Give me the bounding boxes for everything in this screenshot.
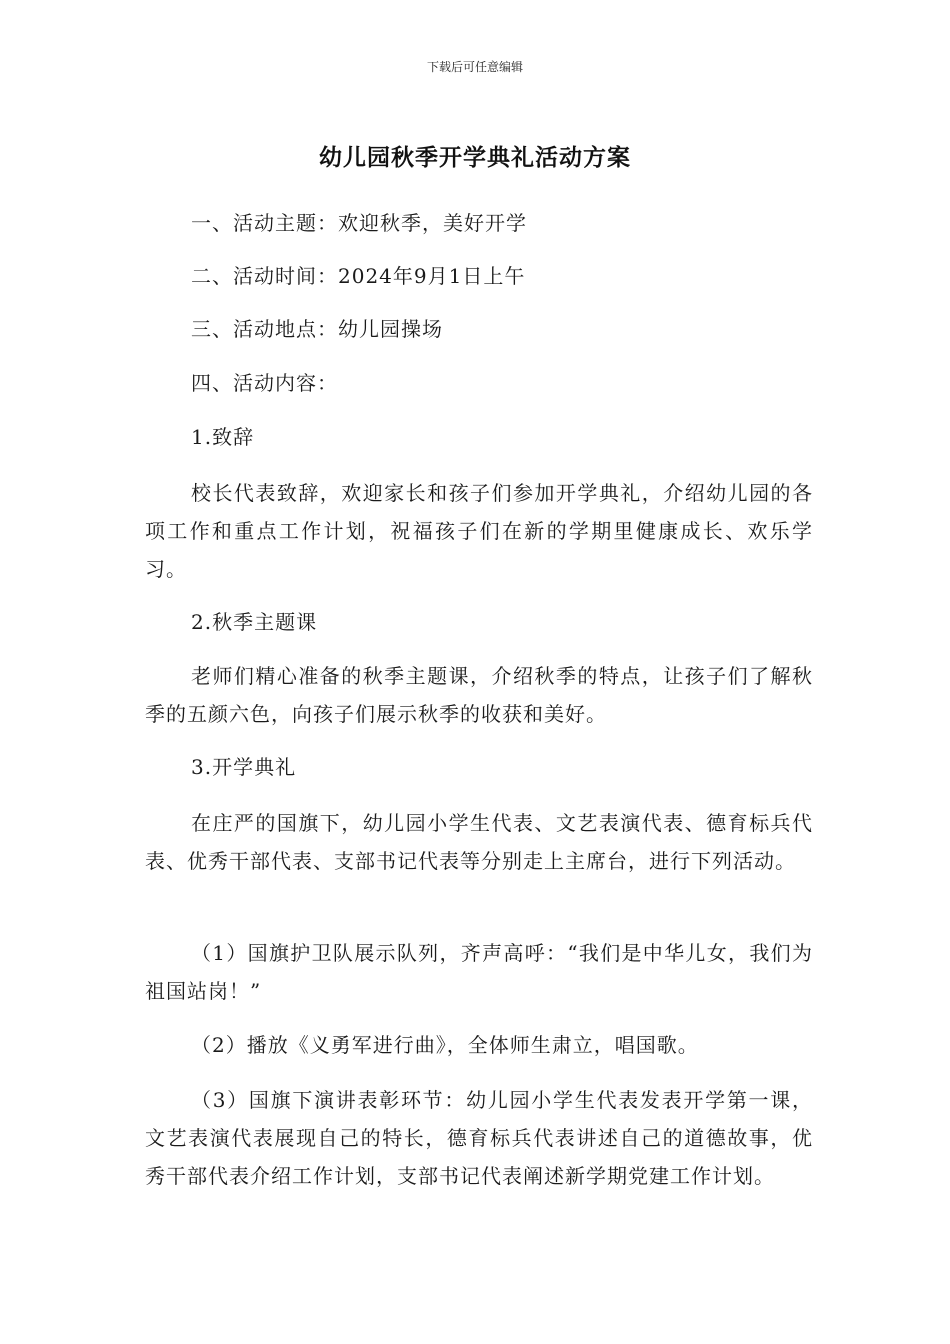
section-theme: 一、活动主题：欢迎秋季，美好开学 (191, 211, 527, 235)
section-location: 三、活动地点：幼儿园操场 (191, 317, 443, 341)
ceremony-activity-2: （2）播放《义勇军进行曲》，全体师生肃立，唱国歌。 (191, 1033, 699, 1057)
section-content-heading: 四、活动内容： (191, 371, 338, 395)
item-ceremony-heading: 3.开学典礼 (191, 755, 297, 779)
item-speech-text: 校长代表致辞，欢迎家长和孩子们参加开学典礼，介绍幼儿园的各项工作和重点工作计划，祝福孩子们在新的学期里健康成长、欢乐学习。 (145, 481, 813, 581)
item-speech-heading: 1.致辞 (191, 425, 255, 449)
item-ceremony-text: 在庄严的国旗下，幼儿园小学生代表、文艺表演代表、德育标兵代表、优秀干部代表、支部书记代表等分别走上主席台，进行下列活动。 (145, 811, 813, 873)
document-title: 幼儿园秋季开学典礼活动方案 (319, 145, 631, 171)
header-note: 下载后可任意编辑 (426, 60, 523, 74)
item-autumn-class-heading: 2.秋季主题课 (191, 610, 318, 634)
section-time: 二、活动时间：2024年9月1日上午 (191, 264, 526, 288)
item-autumn-class-text: 老师们精心准备的秋季主题课，介绍秋季的特点，让孩子们了解秋季的五颜六色，向孩子们展示秋季的收获和美好。 (145, 664, 813, 726)
ceremony-activity-1: （1）国旗护卫队展示队列，齐声高呼：“我们是中华儿女，我们为祖国站岗！” (145, 941, 813, 1003)
ceremony-activity-3: （3）国旗下演讲表彰环节：幼儿园小学生代表发表开学第一课，文艺表演代表展现自己的特长，德育标兵代表讲述自己的道德故事，优秀干部代表介绍工作计划，支部书记代表阐述新学期党建工作计划。 (145, 1088, 813, 1188)
